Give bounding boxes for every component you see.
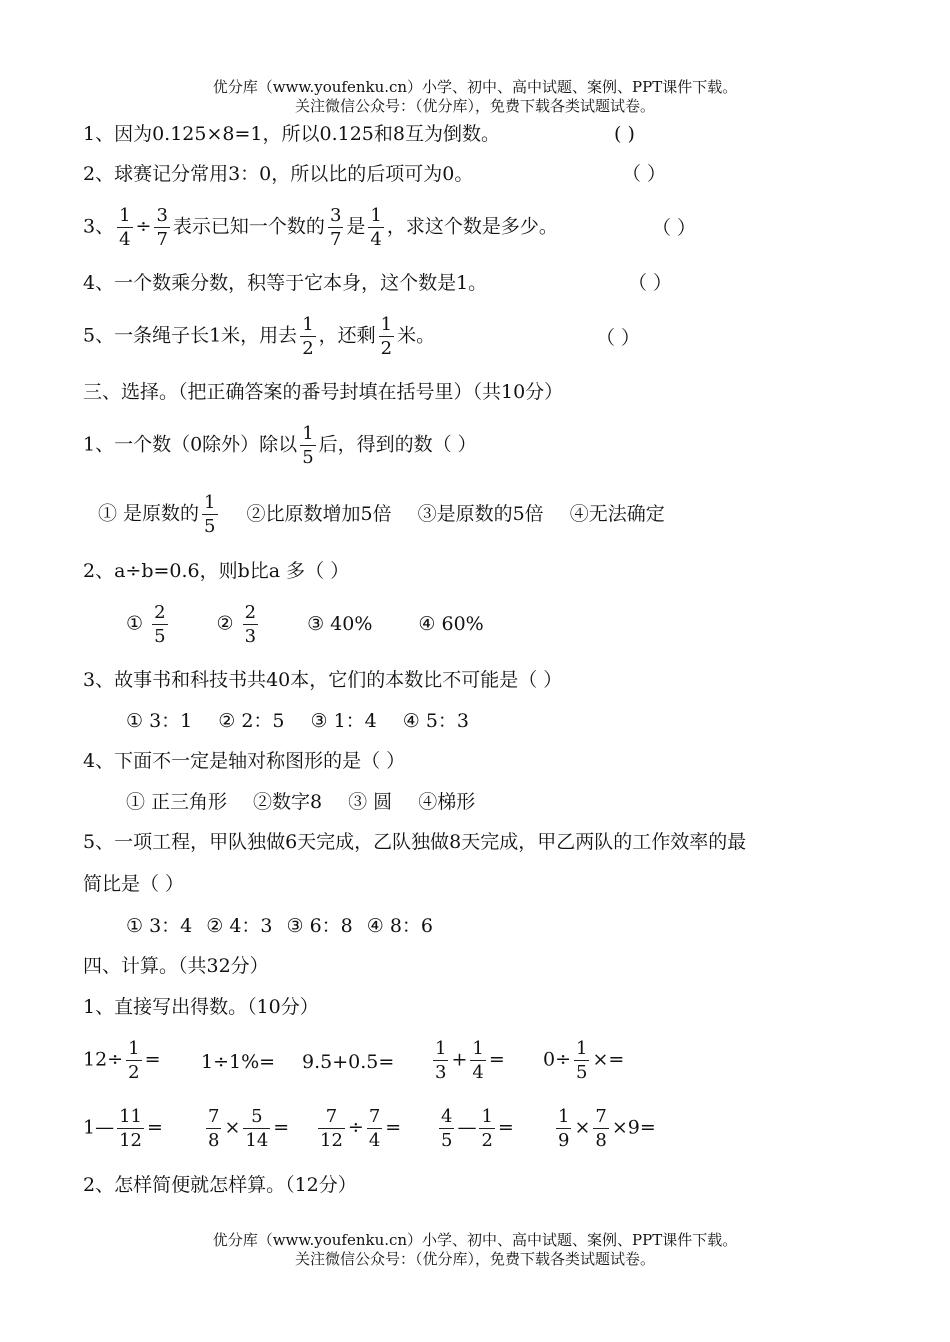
choice-q3-options (126, 709, 495, 733)
judge-q4: 4、一个数乘分数，积等于它本身，这个数是1。 (83, 272, 488, 294)
header-line-2: 关注微信公众号：（优分库），免费下载各类试题试卷。 (294, 97, 655, 115)
fraction: $\frac{1}{5}$ (204, 492, 216, 537)
judge-q1-paren: ( ) (614, 123, 635, 145)
fraction: $\frac{1}{2}$ (128, 1038, 140, 1083)
fraction: $\frac{1}{5}$ (576, 1038, 588, 1083)
calc-sub1: 1、直接写出得数。（10分） (83, 996, 319, 1018)
option-1[interactable]: ① $\frac{2}{5}$ (126, 602, 166, 647)
section-choice-title: 三、选择。（把正确答案的番号封填在括号里）（共10分） (83, 381, 564, 403)
fraction: $\frac{7}{4}$ (368, 1106, 381, 1151)
calc-r2-d: $\frac{4}{5}$ — $\frac{1}{2}$ = (441, 1106, 514, 1151)
option-2[interactable]: ②比原数增加5倍 (246, 502, 392, 525)
option-1[interactable]: ① 3：4 (126, 915, 193, 937)
option-4[interactable]: ④ 5：3 (402, 710, 469, 732)
choice-q5-options (126, 914, 459, 938)
judge-q3: 3、 $\frac{1}{4}$ ÷ $\frac{3}{7}$ 表示已知一个数的 $\frac{3}{7}$ 是 $\frac{1}{4}$ ，求这个数是多少。 (83, 205, 558, 250)
option-3[interactable]: ③ 6：8 (286, 915, 353, 937)
choice-q2-options (126, 602, 510, 647)
option-4[interactable]: ④ 8：6 (366, 915, 433, 937)
calc-r1-c: 9.5+0.5= (302, 1051, 395, 1073)
choice-q4-options (126, 790, 501, 814)
fraction: $\frac{1}{2}$ (380, 314, 393, 359)
judge-q3-paren: （ ） (652, 217, 697, 239)
calc-r2-e: $\frac{1}{9}$ × $\frac{7}{8}$ ×9= (558, 1106, 656, 1151)
page-header (0, 78, 950, 116)
option-1[interactable]: ① 3：1 (126, 710, 193, 732)
fraction: $\frac{1}{2}$ (302, 314, 314, 359)
fraction: $\frac{1}{4}$ (119, 205, 131, 250)
fraction: $\frac{3}{7}$ (329, 205, 342, 250)
judge-q2: 2、球赛记分常用3：0，所以比的后项可为0。 (83, 163, 474, 185)
judge-q4-paren: （ ） (628, 272, 673, 294)
fraction: $\frac{1}{3}$ (435, 1038, 447, 1083)
option-3[interactable]: ③ 40% (307, 612, 373, 635)
option-3[interactable]: ③是原数的5倍 (417, 502, 544, 525)
fraction: $\frac{1}{5}$ (302, 423, 314, 468)
choice-q1-options (98, 492, 691, 537)
fraction: $\frac{1}{9}$ (558, 1106, 570, 1151)
header-line-1: 优分库（www.youfenku.cn）小学、初中、高中试题、案例、PPT课件下载。 (212, 78, 738, 96)
calc-r1-b: 1÷1%= (201, 1051, 276, 1073)
calc-r2-a: 1— $\frac{11}{12}$ = (83, 1106, 163, 1151)
fraction: $\frac{1}{4}$ (370, 205, 382, 250)
option-1[interactable]: ① 正三角形 (126, 791, 228, 813)
option-4[interactable]: ④无法确定 (569, 502, 665, 525)
footer-line-1: 优分库（www.youfenku.cn）小学、初中、高中试题、案例、PPT课件下载。 (212, 1231, 738, 1249)
fraction: $\frac{5}{14}$ (245, 1106, 269, 1151)
calc-r1-d: $\frac{1}{3}$ + $\frac{1}{4}$ = (435, 1038, 505, 1083)
fraction: $\frac{2}{3}$ (244, 602, 257, 647)
choice-q5-line2: 简比是（ ） (83, 873, 185, 895)
judge-q5: 5、一条绳子长1米，用去 $\frac{1}{2}$ ，还剩 $\frac{1}{2}$ 米。 (83, 314, 436, 359)
choice-q2: 2、a÷b=0.6，则b比a 多（ ） (83, 560, 350, 582)
option-2[interactable]: ② 2：5 (218, 710, 285, 732)
judge-q2-paren: （ ） (622, 163, 667, 185)
choice-q3: 3、故事书和科技书共40本，它们的本数比不可能是（ ） (83, 669, 563, 691)
choice-q4: 4、下面不一定是轴对称图形的是（ ） (83, 750, 406, 772)
fraction: $\frac{2}{5}$ (154, 602, 166, 647)
choice-q1: 1、一个数（0除外）除以 $\frac{1}{5}$ 后，得到的数（ ） (83, 423, 477, 468)
section-calc-title: 四、计算。（共32分） (83, 955, 269, 977)
calc-r1-e: 0÷ $\frac{1}{5}$ ×= (543, 1038, 625, 1083)
choice-q5: 5、一项工程，甲队独做6天完成，乙队独做8天完成，甲乙两队的工作效率的最 (83, 831, 747, 853)
fraction: $\frac{3}{7}$ (156, 205, 168, 250)
fraction: $\frac{7}{12}$ (320, 1106, 343, 1151)
judge-q5-paren: （ ） (596, 327, 641, 349)
fraction: $\frac{1}{2}$ (481, 1106, 493, 1151)
option-2[interactable]: ② 4：3 (206, 915, 273, 937)
fraction: $\frac{7}{8}$ (595, 1106, 607, 1151)
option-4[interactable]: ④ 60% (418, 612, 484, 635)
calc-r2-b: $\frac{7}{8}$ × $\frac{5}{14}$ = (208, 1106, 290, 1151)
option-3[interactable]: ③ 圆 (348, 791, 393, 813)
footer-line-2: 关注微信公众号：（优分库），免费下载各类试题试卷。 (294, 1250, 655, 1268)
calc-sub2: 2、怎样简便就怎样算。（12分） (83, 1174, 357, 1196)
fraction: $\frac{1}{4}$ (472, 1038, 484, 1083)
fraction: $\frac{11}{12}$ (119, 1106, 142, 1151)
option-2[interactable]: ② $\frac{2}{3}$ (216, 602, 257, 647)
option-3[interactable]: ③ 1：4 (310, 710, 377, 732)
calc-r2-c: $\frac{7}{12}$ ÷ $\frac{7}{4}$ = (320, 1106, 402, 1151)
option-1[interactable]: ① 是原数的 $\frac{1}{5}$ (98, 492, 216, 537)
fraction: $\frac{7}{8}$ (208, 1106, 220, 1151)
calc-r1-a: 12÷ $\frac{1}{2}$ = (83, 1038, 161, 1083)
option-4[interactable]: ④梯形 (418, 791, 476, 813)
option-2[interactable]: ②数字8 (253, 791, 323, 813)
fraction: $\frac{4}{5}$ (441, 1106, 453, 1151)
judge-q1: 1、因为0.125×8=1，所以0.125和8互为倒数。 (83, 123, 500, 145)
page-footer (0, 1231, 950, 1269)
